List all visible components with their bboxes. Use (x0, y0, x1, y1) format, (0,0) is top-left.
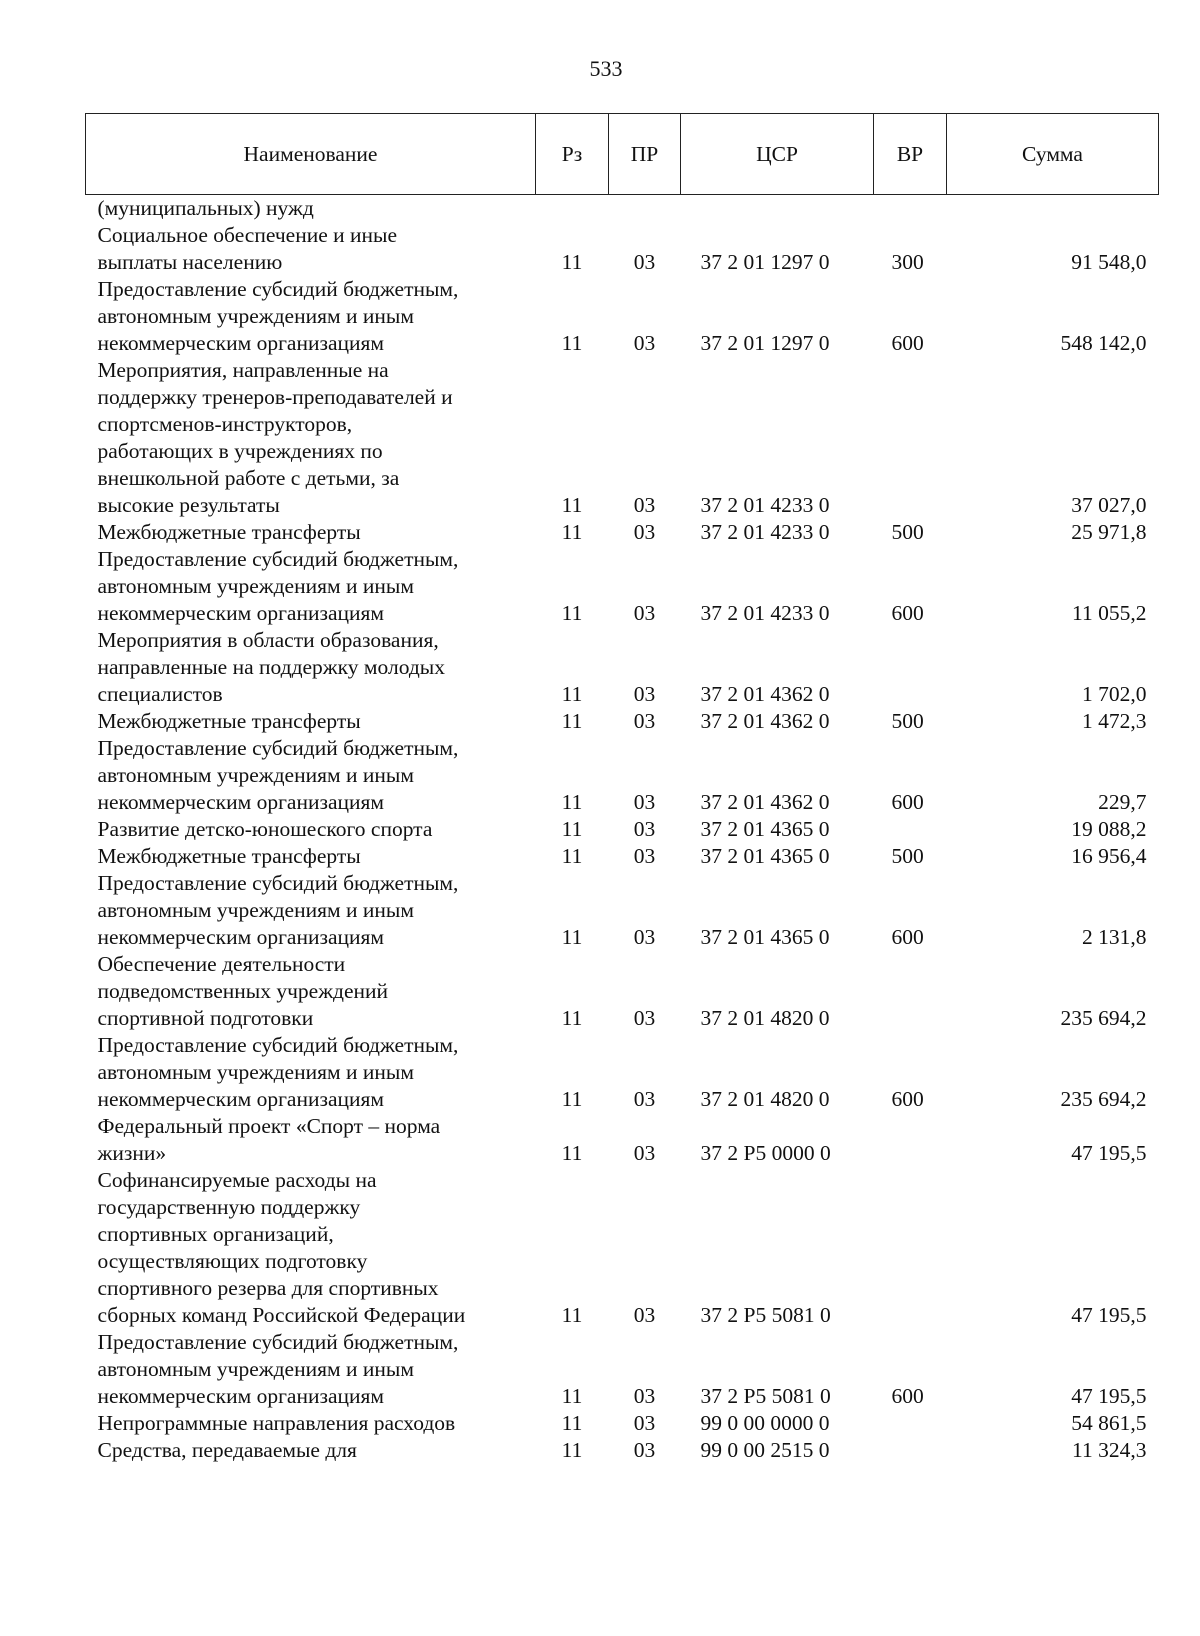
cell-name: Федеральный проект «Спорт – норма жизни» (97, 1114, 441, 1165)
cell-pr: 03 (633, 817, 656, 841)
cell-vr (874, 1437, 947, 1464)
cell-name: Предоставление субсидий бюджетным, автономным учреждениям и иным некоммерческим организациям (97, 547, 459, 625)
cell-sum: 47 195,5 (1071, 1303, 1147, 1327)
cell-vr: 600 (891, 790, 924, 814)
cell-csr: 37 2 01 4362 0 (700, 790, 830, 814)
cell-csr: 37 2 01 1297 0 (700, 250, 830, 274)
cell-rz: 11 (561, 250, 583, 274)
cell-csr: 37 2 01 4365 0 (700, 817, 830, 841)
table-row (86, 708, 1159, 735)
cell-vr: 600 (891, 331, 924, 355)
cell-sum: 91 548,0 (1071, 250, 1147, 274)
table-header (86, 114, 1159, 195)
table-row (86, 1410, 1159, 1437)
header-pr: ПР (609, 114, 681, 195)
cell-csr (681, 195, 874, 223)
cell-pr: 03 (633, 1303, 656, 1327)
cell-sum (947, 195, 1159, 223)
cell-vr: 300 (891, 250, 924, 274)
cell-name: Мероприятия в области образования, направленные на поддержку молодых специалистов (97, 628, 445, 706)
cell-rz: 11 (561, 493, 583, 517)
cell-rz: 11 (561, 844, 583, 868)
cell-sum: 229,7 (1098, 790, 1147, 814)
cell-rz: 11 (561, 520, 583, 544)
cell-pr: 03 (633, 250, 656, 274)
cell-csr: 99 0 00 0000 0 (700, 1411, 830, 1435)
cell-csr: 37 2 01 4820 0 (700, 1087, 830, 1111)
cell-pr: 03 (633, 331, 656, 355)
cell-csr: 37 2 P5 5081 0 (700, 1303, 831, 1327)
cell-rz: 11 (561, 1303, 583, 1327)
cell-csr: 37 2 01 4233 0 (700, 520, 830, 544)
cell-rz: 11 (561, 1006, 583, 1030)
cell-name: Межбюджетные трансферты (97, 709, 361, 733)
cell-name: Предоставление субсидий бюджетным, автономным учреждениям и иным некоммерческим организациям (97, 871, 459, 949)
cell-name: Предоставление субсидий бюджетным, автономным учреждениям и иным некоммерческим организациям (97, 277, 459, 355)
cell-pr: 03 (633, 682, 656, 706)
cell-vr: 600 (891, 1384, 924, 1408)
header-sum: Сумма (947, 114, 1159, 195)
cell-name: Предоставление субсидий бюджетным, автономным учреждениям и иным некоммерческим организациям (97, 1033, 459, 1111)
cell-vr (874, 951, 947, 1032)
cell-name: Предоставление субсидий бюджетным, автономным учреждениям и иным некоммерческим организациям (97, 1330, 459, 1408)
table-row (86, 1032, 1159, 1113)
cell-vr (874, 195, 947, 223)
table-row (86, 357, 1159, 519)
table-row (86, 735, 1159, 816)
cell-vr: 500 (891, 709, 924, 733)
cell-name: Софинансируемые расходы на государственную поддержку спортивных организаций, осуществляющих подготовку спортивного резерва для спортивных сборных команд Российской Федерации (97, 1168, 466, 1327)
cell-name: Межбюджетные трансферты (97, 520, 361, 544)
cell-vr: 600 (891, 601, 924, 625)
cell-sum: 54 861,5 (1071, 1411, 1147, 1435)
cell-rz: 11 (561, 1141, 583, 1165)
cell-sum: 235 694,2 (1060, 1087, 1147, 1111)
cell-pr: 03 (633, 1411, 656, 1435)
cell-pr: 03 (633, 1141, 656, 1165)
cell-vr: 500 (891, 520, 924, 544)
cell-csr: 37 2 01 4233 0 (700, 493, 830, 517)
cell-name: Социальное обеспечение и иные выплаты населению (97, 223, 398, 274)
cell-sum: 37 027,0 (1071, 493, 1147, 517)
table-row (86, 546, 1159, 627)
table-row (86, 816, 1159, 843)
cell-vr (874, 1167, 947, 1329)
table-row (86, 627, 1159, 708)
cell-sum: 548 142,0 (1060, 331, 1147, 355)
cell-name: Мероприятия, направленные на поддержку тренеров-преподавателей и спортсменов-инструкторов, работающих в учреждениях по внешкольной работе с детьми, за высокие результаты (97, 358, 453, 517)
cell-rz (536, 195, 609, 223)
header-name: Наименование (86, 114, 536, 195)
cell-vr (874, 357, 947, 519)
cell-rz: 11 (561, 331, 583, 355)
cell-sum: 1 472,3 (1082, 709, 1147, 733)
cell-pr: 03 (633, 709, 656, 733)
cell-rz: 11 (561, 790, 583, 814)
table-row (86, 1329, 1159, 1410)
cell-name: Межбюджетные трансферты (97, 844, 361, 868)
cell-sum: 47 195,5 (1071, 1384, 1147, 1408)
cell-name: Обеспечение деятельности подведомственных учреждений спортивной подготовки (97, 952, 389, 1030)
cell-csr: 37 2 P5 0000 0 (700, 1141, 831, 1165)
cell-pr: 03 (633, 925, 656, 949)
cell-vr: 500 (891, 844, 924, 868)
table-row (86, 1437, 1159, 1464)
cell-name: Средства, передаваемые для (97, 1438, 357, 1462)
cell-rz: 11 (561, 601, 583, 625)
cell-pr: 03 (633, 1438, 656, 1462)
cell-rz: 11 (561, 817, 583, 841)
budget-table (85, 113, 1159, 1464)
page-number: 533 (589, 56, 623, 81)
cell-csr: 37 2 01 4362 0 (700, 709, 830, 733)
table-row (86, 951, 1159, 1032)
cell-rz: 11 (561, 1087, 583, 1111)
table-row (86, 276, 1159, 357)
cell-sum: 11 324,3 (1072, 1438, 1147, 1462)
cell-pr: 03 (633, 844, 656, 868)
cell-sum: 2 131,8 (1082, 925, 1147, 949)
table-row (86, 843, 1159, 870)
cell-pr: 03 (633, 520, 656, 544)
cell-rz: 11 (561, 1411, 583, 1435)
cell-csr: 37 2 01 1297 0 (700, 331, 830, 355)
cell-rz: 11 (561, 1438, 583, 1462)
cell-vr: 600 (891, 925, 924, 949)
cell-pr: 03 (633, 1006, 656, 1030)
cell-pr: 03 (633, 601, 656, 625)
cell-csr: 37 2 P5 5081 0 (700, 1384, 831, 1408)
cell-csr: 37 2 01 4365 0 (700, 925, 830, 949)
cell-rz: 11 (561, 1384, 583, 1408)
header-vr: ВР (874, 114, 947, 195)
cell-pr (609, 195, 681, 223)
cell-sum: 25 971,8 (1071, 520, 1147, 544)
cell-name: Развитие детско-юношеского спорта (97, 817, 433, 841)
header-csr: ЦСР (681, 114, 874, 195)
cell-csr: 37 2 01 4362 0 (700, 682, 830, 706)
cell-vr (874, 627, 947, 708)
cell-pr: 03 (633, 790, 656, 814)
table-row (86, 870, 1159, 951)
cell-pr: 03 (633, 1087, 656, 1111)
cell-pr: 03 (633, 1384, 656, 1408)
cell-rz: 11 (561, 925, 583, 949)
cell-vr (874, 1113, 947, 1167)
cell-pr: 03 (633, 493, 656, 517)
cell-csr: 37 2 01 4365 0 (700, 844, 830, 868)
cell-vr (874, 1410, 947, 1437)
cell-vr: 600 (891, 1087, 924, 1111)
cell-name: Непрограммные направления расходов (97, 1411, 456, 1435)
table-body (86, 195, 1159, 1465)
header-rz: Рз (536, 114, 609, 195)
table-row (86, 1167, 1159, 1329)
cell-name: (муниципальных) нужд (97, 196, 314, 220)
cell-sum: 235 694,2 (1060, 1006, 1147, 1030)
table-row (86, 519, 1159, 546)
cell-sum: 16 956,4 (1071, 844, 1147, 868)
cell-sum: 1 702,0 (1082, 682, 1147, 706)
cell-sum: 47 195,5 (1071, 1141, 1147, 1165)
cell-sum: 11 055,2 (1072, 601, 1147, 625)
cell-csr: 37 2 01 4233 0 (700, 601, 830, 625)
cell-rz: 11 (561, 682, 583, 706)
table-row (86, 195, 1159, 223)
cell-sum: 19 088,2 (1071, 817, 1147, 841)
cell-vr (874, 816, 947, 843)
cell-rz: 11 (561, 709, 583, 733)
cell-csr: 99 0 00 2515 0 (700, 1438, 830, 1462)
cell-name: Предоставление субсидий бюджетным, автономным учреждениям и иным некоммерческим организациям (97, 736, 459, 814)
table-row (86, 1113, 1159, 1167)
cell-csr: 37 2 01 4820 0 (700, 1006, 830, 1030)
table-row (86, 222, 1159, 276)
